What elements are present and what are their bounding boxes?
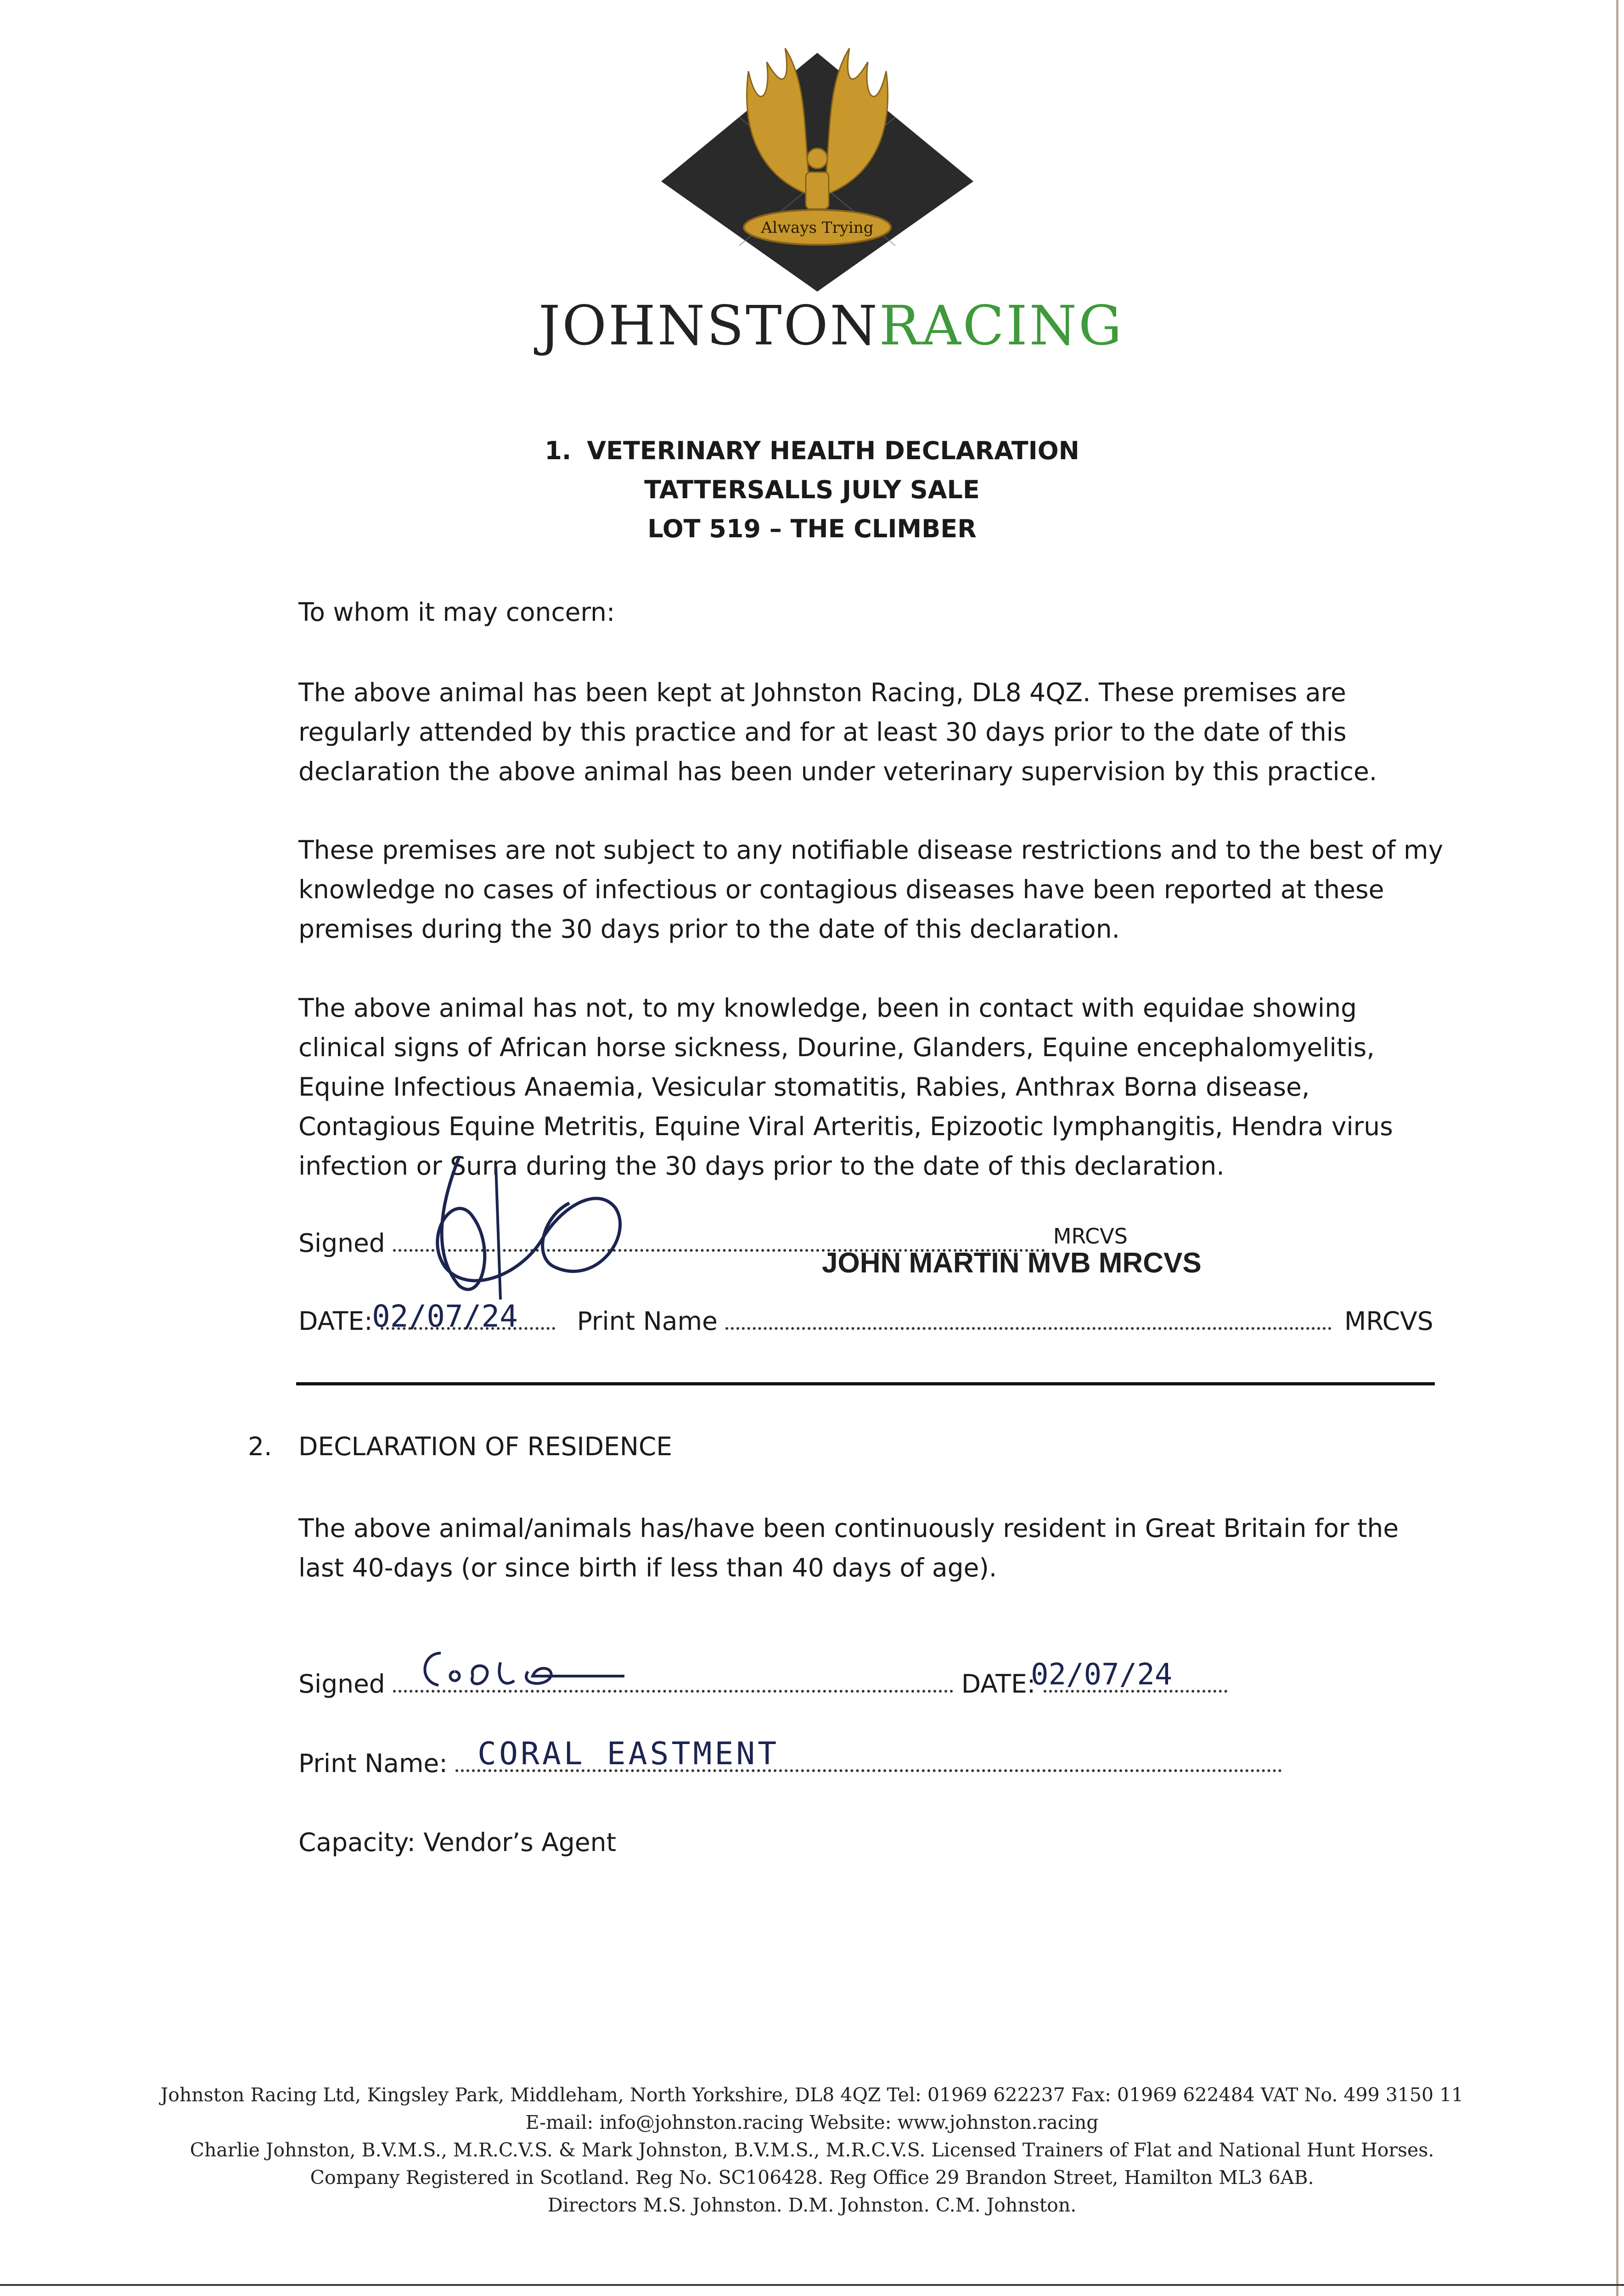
agent-date-handwritten: 02/07/24 [1031,1658,1173,1692]
section-divider [296,1382,1435,1385]
page-bottom-line [0,2284,1624,2286]
footer-line-4: Company Registered in Scotland. Reg No. SC106428. Reg Office 29 Brandon Street, Hamilton ML3 6AB. [310,2167,1314,2189]
vet-date-handwritten: 02/07/24 [372,1299,518,1334]
greeting: To whom it may concern: [298,597,615,627]
vet-mrcvs-label: MRCVS [1053,1224,1128,1249]
footer-line-3: Charlie Johnston, B.V.M.S., M.R.C.V.S. & Mark Johnston, B.V.M.S., M.R.C.V.S. Licensed Trainers of Flat and National Hunt Horses. [190,2139,1434,2161]
johnston-racing-logo [652,44,983,301]
vet-print-name-line [725,1322,1332,1330]
agent-signed-label: Signed [298,1669,385,1699]
heading-line-2: TATTERSALLS JULY SALE [644,475,980,504]
agent-print-name-handwritten: CORAL EASTMENT [478,1736,780,1772]
agent-print-name-row [298,1749,1282,1778]
agent-print-name-label: Print Name: [298,1749,448,1778]
section-2-title: DECLARATION OF RESIDENCE [298,1432,673,1461]
paragraph-3: The above animal has not, to my knowledge, been in contact with equidae showing clinical signs of African horse sickness, Dourine, Glanders, Equine encephalomyelitis, Equine Infectious Anaemia, Vesicular stomatitis, Rabies, Anthrax Borna disease, Contagious Equine Metritis, Equine Viral Arteritis, Epizootic lymphangitis, Hendra virus infection or Surra during the 30 days prior to the date of this declaration. [298,993,1393,1181]
paragraph-2: These premises are not subject to any notifiable disease restrictions and to the best of my knowledge no cases of infectious or contagious diseases have been reported at these premises during the 30 days prior to the date of this declaration. [298,835,1444,944]
section-2-number: 2. [248,1432,272,1461]
footer-line-2: E-mail: info@johnston.racing Website: www.johnston.racing [525,2111,1099,2133]
vet-name-stamp: JOHN MARTIN MVB MRCVS [822,1247,1202,1279]
agent-date-label: DATE: [961,1669,1036,1699]
heading-title: VETERINARY HEALTH DECLARATION [587,436,1079,465]
vet-handwritten-signature [404,1148,661,1304]
vet-print-name-label: Print Name [577,1306,718,1336]
footer-line-5: Directors M.S. Johnston. D.M. Johnston. C.M. Johnston. [547,2194,1077,2216]
heading-number: 1. [545,436,572,465]
paragraph-1: The above animal has been kept at Johnston Racing, DL8 4QZ. These premises are regularly attended by this practice and for at least 30 days prior to the date of this declaration the above animal has been under veterinary supervision by this practice. [298,678,1377,786]
brand-name [505,294,1157,357]
footer-line-1: Johnston Racing Ltd, Kingsley Park, Middleham, North Yorkshire, DL8 4QZ Tel: 01969 622237 Fax: 01969 622484 VAT No. 499 3150 11 [160,2084,1464,2106]
brand-name-racing: RACING [879,294,1124,357]
brand-name-johnston: JOHNSTON [538,294,879,357]
section-2-body: The above animal/animals has/have been continuously resident in Great Britain for the last 40-days (or since birth if less than 40 days of age). [298,1514,1399,1582]
logo-motto: Always Trying [761,219,874,237]
vet-signed-label: Signed [298,1228,385,1258]
vet-mrcvs-label-2: MRCVS [1344,1306,1433,1336]
page-edge-line [1616,0,1618,2296]
agent-handwritten-signature [413,1644,634,1694]
heading-line-1 [0,436,1624,465]
heading-line-3: LOT 519 – THE CLIMBER [647,514,977,543]
agent-capacity: Capacity: Vendor’s Agent [298,1828,617,1857]
vet-date-label: DATE: [298,1306,373,1336]
